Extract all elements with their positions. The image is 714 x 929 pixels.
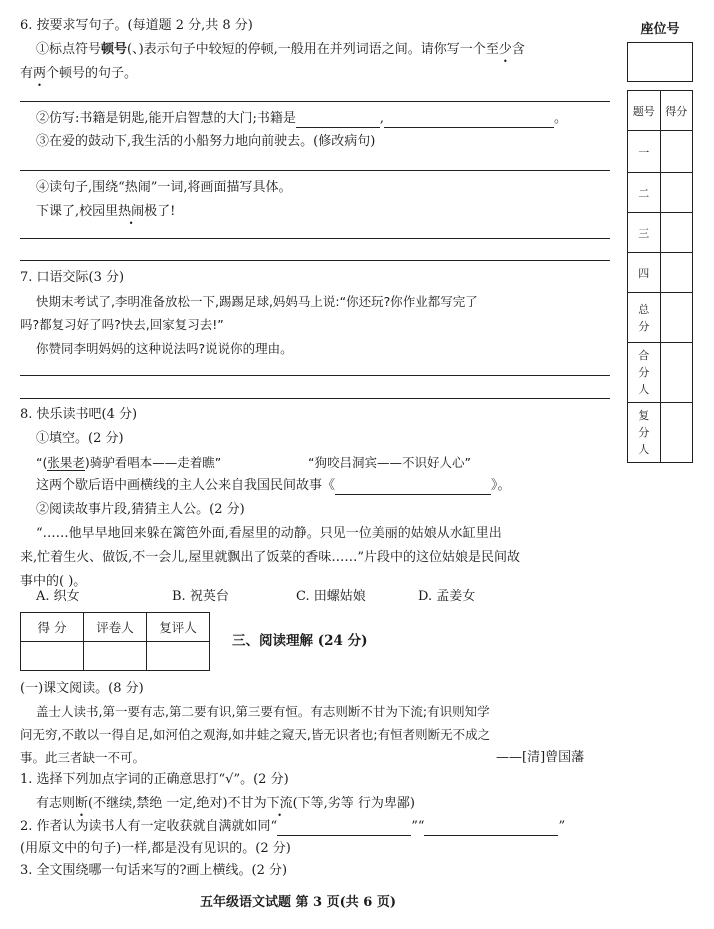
part1-passage-2: 问无穷,不敢以一得自足,如河伯之观海,如井蛙之窥天,皆无识者也;有恒者则断无不成之 xyxy=(20,727,491,742)
score-row-label: 四 xyxy=(628,253,661,293)
score-row-label-summer: 合 分 人 xyxy=(628,343,661,403)
q6-answer-line-1[interactable] xyxy=(20,101,610,102)
q7-answer-line-2[interactable] xyxy=(20,398,610,399)
q6-bold-term: 顿号 xyxy=(101,42,128,57)
score-table-header-score: 得分 xyxy=(660,91,693,131)
part1-author: ——[清]曾国藩 xyxy=(496,750,585,765)
seat-number-label: 座位号 xyxy=(640,22,680,37)
q6-part4: ④读句子,围绕“热闹”一词,将画面描写具体。 xyxy=(36,180,292,195)
part1-q3: 3. 全文围绕哪一句话来写的?画上横线。(2 分) xyxy=(20,863,288,878)
part1-q2-blank-1[interactable] xyxy=(277,821,411,836)
part1-q2-blank-2[interactable] xyxy=(424,821,558,836)
q7-line2: 吗?都复习好了吗?快去,回家复习去!” xyxy=(20,317,224,332)
q6-answer-line-2[interactable] xyxy=(20,170,610,171)
grade-cell-grader[interactable] xyxy=(84,642,147,671)
page-footer: 五年级语文试题 第 3 页(共 6 页) xyxy=(200,895,397,910)
q8-quote-2: “狗咬吕洞宾——不识好人心” xyxy=(308,455,471,470)
score-row-label-rechecker: 复 分 人 xyxy=(628,403,661,463)
q6-emphasis-2: 有两个 xyxy=(20,66,60,81)
q8-underlined-name: 张果老 xyxy=(47,455,85,470)
q8-sub1: ①填空。(2 分) xyxy=(36,431,124,446)
score-cell[interactable] xyxy=(660,213,693,253)
q8-option-b[interactable]: B. 祝英台 xyxy=(172,589,229,604)
grade-header-grader: 评卷人 xyxy=(84,613,147,642)
grading-box xyxy=(20,612,210,671)
part1-q1-options[interactable]: 有志则断(不继续,禁绝 一定,绝对)不甘为下流(下等,劣等 行为卑鄙) xyxy=(36,796,416,811)
q6-blank-1[interactable] xyxy=(296,113,380,128)
section-3-title: 三、阅读理解 (24 分) xyxy=(232,633,368,649)
score-cell[interactable] xyxy=(660,293,693,343)
score-cell[interactable] xyxy=(660,343,693,403)
score-row-label: 二 xyxy=(628,173,661,213)
q6-part3: ③在爱的鼓动下,我生活的小船努力地向前驶去。(修改病句) xyxy=(36,134,376,149)
q8-option-d[interactable]: D. 孟姜女 xyxy=(418,589,476,604)
q8-source-blank[interactable] xyxy=(335,480,491,495)
q8-source-line: 这两个歇后语中画横线的主人公来自我国民间故事《 》。 xyxy=(36,478,511,493)
q8-quote-1: “(张果老)骑驴看唱本——走着瞧” xyxy=(36,455,222,470)
q6-part4-sentence: 下课了,校园里热闹极了! xyxy=(36,204,176,219)
q6-emphasis-1: 至少含 xyxy=(485,42,525,57)
q8-sub2: ②阅读故事片段,猜猜主人公。(2 分) xyxy=(36,502,245,517)
q8-fragment-3: 事中的( )。 xyxy=(20,574,87,589)
grade-header-reviewer: 复评人 xyxy=(147,613,210,642)
score-table xyxy=(627,90,693,463)
score-row-label: 一 xyxy=(628,131,661,173)
q6-blank-2[interactable] xyxy=(384,113,554,128)
q8-option-a[interactable]: A. 织女 xyxy=(36,589,80,604)
q7-line3: 你赞同李明妈妈的这种说法吗?说说你的理由。 xyxy=(36,341,293,356)
seat-number-box[interactable] xyxy=(627,42,693,82)
q7-answer-line-1[interactable] xyxy=(20,375,610,376)
score-cell[interactable] xyxy=(660,403,693,463)
q6-answer-line-3[interactable] xyxy=(20,238,610,239)
score-row-label-total: 总 分 xyxy=(628,293,661,343)
q8-option-c[interactable]: C. 田螺姑娘 xyxy=(296,589,366,604)
part1-q2-line2: (用原文中的句子)一样,都是没有见识的。(2 分) xyxy=(20,841,291,856)
score-row-label: 三 xyxy=(628,213,661,253)
score-cell[interactable] xyxy=(660,253,693,293)
part1-title: (一)课文阅读。(8 分) xyxy=(20,681,144,696)
q6-title: 6. 按要求写句子。(每道题 2 分,共 8 分) xyxy=(20,18,253,33)
q8-fragment-2: 来,忙着生火、做饭,不一会儿,屋里就飘出了饭菜的香味……”片段中的这位姑娘是民间故 xyxy=(20,550,521,565)
part1-passage-3: 事。此三者缺一不可。 xyxy=(20,750,146,765)
q6-part1-line1: ①标点符号顿号(、)表示句子中较短的停顿,一般用在并列词语之间。请你写一个至少含 xyxy=(36,42,525,57)
q6-part1-line2: 有两个顿号的句子。 xyxy=(20,66,138,81)
q8-title: 8. 快乐读书吧(4 分) xyxy=(20,407,138,422)
q7-line1: 快期末考试了,李明准备放松一下,踢踢足球,妈妈马上说:“你还玩?你作业都写完了 xyxy=(36,294,478,309)
q6-answer-line-4[interactable] xyxy=(20,260,610,261)
part1-q2: 2. 作者认为读书人有一定收获就自满就如同“ ”“ ” xyxy=(20,819,566,834)
grade-header-score: 得 分 xyxy=(21,613,84,642)
q7-title: 7. 口语交际(3 分) xyxy=(20,270,125,285)
grade-cell-reviewer[interactable] xyxy=(147,642,210,671)
score-cell[interactable] xyxy=(660,131,693,173)
score-table-header-question: 题号 xyxy=(628,91,661,131)
q8-fragment-1: “……他早早地回来躲在篱笆外面,看屋里的动静。只见一位美丽的姑娘从水缸里出 xyxy=(36,526,502,541)
score-cell[interactable] xyxy=(660,173,693,213)
grade-cell-score[interactable] xyxy=(21,642,84,671)
part1-q1: 1. 选择下列加点字词的正确意思打“√”。(2 分) xyxy=(20,772,289,787)
q6-part2: ②仿写:书籍是钥匙,能开启智慧的大门;书籍是 , 。 xyxy=(36,111,568,126)
part1-passage-1: 盖士人读书,第一要有志,第二要有识,第三要有恒。有志则断不甘为下流;有识则知学 xyxy=(36,704,490,719)
